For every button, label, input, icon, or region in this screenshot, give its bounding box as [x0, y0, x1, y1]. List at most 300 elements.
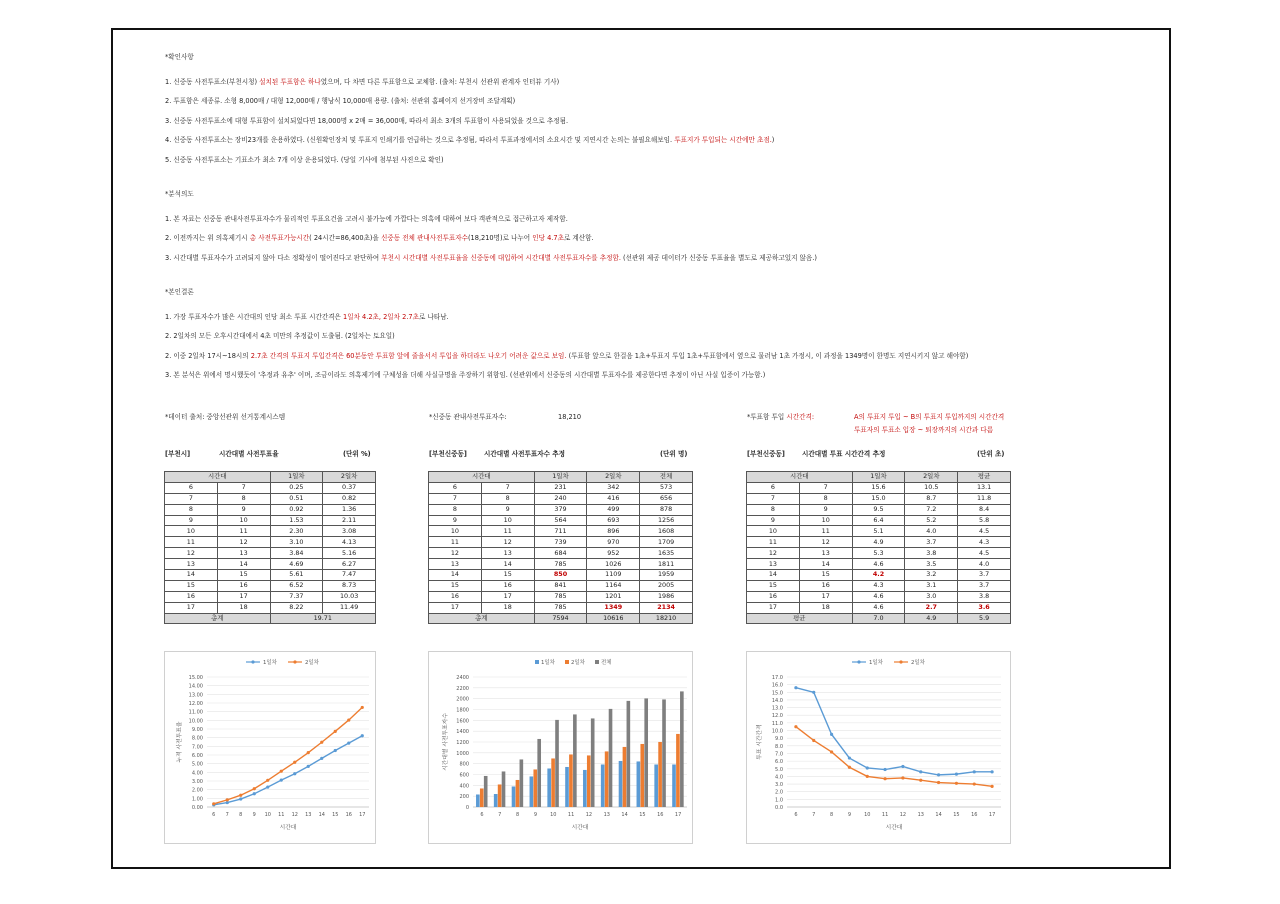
- table-cell: 3.7: [958, 570, 1011, 581]
- bar-1일차: [494, 794, 498, 807]
- y-axis-title: 시간대별 사전투표자수: [443, 713, 449, 771]
- x-tick-label: 10: [264, 812, 271, 818]
- x-tick-label: 15: [953, 812, 960, 818]
- x-tick-label: 16: [971, 812, 978, 818]
- table-row: [747, 504, 1011, 515]
- data-point-2일차: [955, 782, 958, 785]
- table-cell: 15: [217, 570, 270, 581]
- table-cell: 970: [587, 537, 640, 548]
- data-point-1일차: [239, 797, 242, 800]
- table-cell: 1164: [587, 580, 640, 591]
- table-cell: 12: [165, 548, 218, 559]
- data-point-2일차: [280, 770, 283, 773]
- table-cell: 8: [165, 504, 218, 515]
- bar-1일차: [512, 786, 516, 807]
- bar-전체: [537, 739, 541, 807]
- table-cell: 8: [799, 493, 852, 504]
- table-cell: 4.2: [852, 570, 905, 581]
- table-cell: 6.52: [270, 580, 323, 591]
- y-tick-label: 8.0: [775, 743, 783, 750]
- x-tick-label: 12: [899, 812, 907, 818]
- column-header: 전체: [640, 472, 693, 483]
- intent-item: [165, 254, 817, 262]
- table-cell: 10: [799, 515, 852, 526]
- table-cell: 13: [429, 559, 482, 570]
- table-row: [165, 580, 376, 591]
- table-cell: 9: [481, 504, 534, 515]
- column-header: 시간대: [429, 472, 535, 483]
- table-cell: 0.25: [270, 482, 323, 493]
- y-tick-label: 1.00: [191, 796, 203, 803]
- series-line-1일차: [796, 688, 992, 775]
- x-tick-label: 6: [212, 812, 216, 818]
- table-cell: 16: [799, 580, 852, 591]
- table-cell: 6.4: [852, 515, 905, 526]
- table-cell: 11.8: [958, 493, 1011, 504]
- table-cell: 3.1: [905, 580, 958, 591]
- table-cell: 8: [481, 493, 534, 504]
- legend-label: 전체: [601, 660, 612, 666]
- bar-1일차: [654, 764, 658, 807]
- bar-1일차: [583, 770, 587, 807]
- table3-title: 시간대별 투표 시간간격 추정: [802, 450, 886, 458]
- table-cell: 2.7: [905, 602, 958, 613]
- table-cell: 3.6: [958, 602, 1011, 613]
- turnout-rate-table: [164, 471, 376, 624]
- table-cell: 379: [534, 504, 587, 515]
- table-cell: 5.8: [958, 515, 1011, 526]
- data-point-1일차: [937, 773, 940, 776]
- y-tick-label: 200: [459, 794, 469, 801]
- total-value: 7.0: [852, 613, 905, 624]
- column-header: 2일차: [587, 472, 640, 483]
- legend-swatch: [595, 660, 599, 664]
- series-line-2일차: [796, 727, 992, 787]
- table-row: [747, 548, 1011, 559]
- table-cell: 0.82: [323, 493, 376, 504]
- table-cell: 11: [747, 537, 800, 548]
- table-cell: 1026: [587, 559, 640, 570]
- table-cell: 13: [747, 559, 800, 570]
- x-tick-label: 12: [291, 812, 298, 818]
- table-cell: 18: [217, 602, 270, 613]
- y-tick-label: 15.0: [771, 690, 783, 697]
- bar-전체: [520, 759, 524, 807]
- table-cell: 17: [799, 591, 852, 602]
- y-axis-title: 누적 사전투표율: [177, 721, 183, 763]
- table-cell: 12: [481, 537, 534, 548]
- y-tick-label: 2200: [456, 685, 469, 692]
- table-cell: 14: [429, 570, 482, 581]
- table-cell: 12: [217, 537, 270, 548]
- table-cell: 1349: [587, 602, 640, 613]
- table3-region: [부천신중동]: [747, 450, 785, 458]
- concl-item-text: (투표함 앞으로 한걸음 1초+투표지 투입 1초+투표함에서 옆으로 물러남 1초 가정시, 이 과정을 1349명이 한명도 지연시키지 않고 해야함): [566, 351, 969, 360]
- interval-definition-1: A의 투표지 투입 ~ B의 투표지 투입까지의 시간간격: [854, 413, 1005, 421]
- x-tick-label: 6: [480, 812, 484, 818]
- data-point-2일차: [226, 798, 229, 801]
- table-cell: 7: [429, 493, 482, 504]
- total-value: 18210: [640, 613, 693, 624]
- table-cell: 16: [429, 591, 482, 602]
- data-point-2일차: [812, 739, 815, 742]
- y-tick-label: 10.00: [188, 718, 203, 725]
- bar-전체: [591, 718, 595, 807]
- table-cell: 17: [747, 602, 800, 613]
- data-point-1일차: [266, 785, 269, 788]
- table1-unit: (단위 %): [343, 450, 371, 458]
- interval-definition-2: 투표자의 투표소 입장 ~ 퇴장까지의 시간과 다름: [854, 426, 994, 434]
- table-row: [429, 526, 693, 537]
- table-cell: 10: [747, 526, 800, 537]
- interval-label-text: *투표함 투입: [747, 413, 787, 421]
- series-line-2일차: [214, 707, 363, 803]
- intent-item-text: 총 사전투표가능시간: [249, 234, 310, 242]
- data-point-1일차: [253, 792, 256, 795]
- table-cell: 711: [534, 526, 587, 537]
- x-tick-label: 13: [305, 812, 312, 818]
- data-point-2일차: [866, 775, 869, 778]
- table-cell: 1986: [640, 591, 693, 602]
- column-header: 1일차: [852, 472, 905, 483]
- total-value: 7594: [534, 613, 587, 624]
- table-row: [747, 591, 1011, 602]
- table-row: [165, 602, 376, 613]
- table3-unit: (단위 초): [977, 450, 1005, 458]
- table-cell: 7.37: [270, 591, 323, 602]
- data-point-2일차: [320, 741, 323, 744]
- bar-1일차: [565, 767, 569, 807]
- x-tick-label: 9: [252, 812, 256, 818]
- y-tick-label: 2400: [456, 675, 469, 681]
- data-point-2일차: [334, 730, 337, 733]
- table-cell: 2134: [640, 602, 693, 613]
- table-row: [429, 504, 693, 515]
- legend-label: 1일차: [869, 660, 883, 666]
- total-value: 5.9: [958, 613, 1011, 624]
- sinjung-voters-value: 18,210: [558, 413, 582, 421]
- table-cell: 15: [747, 580, 800, 591]
- check-item-text: 2. 투표함은 세종류. 소형 8,000매 / 대형 12,000매 / 행낭식 10,000매 용량. (출처: 선관위 홈페이지 선거장비 조달계획): [165, 97, 516, 105]
- total-value: 4.9: [905, 613, 958, 624]
- y-tick-label: 0: [465, 805, 469, 811]
- turnout-rate-chart-svg: [165, 652, 377, 845]
- table-cell: 10: [217, 515, 270, 526]
- table-cell: 3.84: [270, 548, 323, 559]
- table-cell: 8: [747, 504, 800, 515]
- data-point-2일차: [266, 779, 269, 782]
- table-row: [429, 515, 693, 526]
- data-point-2일차: [253, 787, 256, 790]
- data-point-1일차: [794, 686, 797, 689]
- column-header: 시간대: [165, 472, 271, 483]
- x-tick-label: 14: [621, 812, 628, 818]
- table-cell: 0.37: [323, 482, 376, 493]
- intent-title: *분석의도: [165, 190, 194, 198]
- column-header: 2일차: [905, 472, 958, 483]
- bar-2일차: [587, 755, 591, 807]
- check-item-text: ): [771, 136, 775, 144]
- x-axis-title: 시간대: [279, 825, 297, 831]
- turnout-rate-chart: [164, 651, 376, 844]
- y-tick-label: 4.00: [191, 770, 203, 777]
- y-tick-label: 2.00: [191, 787, 203, 794]
- table-cell: 1.36: [323, 504, 376, 515]
- table-cell: 1201: [587, 591, 640, 602]
- table-cell: 10: [429, 526, 482, 537]
- y-tick-label: 4.0: [775, 774, 783, 781]
- concl-item: [165, 313, 449, 321]
- bar-전체: [484, 776, 488, 807]
- table-cell: 564: [534, 515, 587, 526]
- data-point-1일차: [361, 734, 364, 737]
- y-tick-label: 800: [459, 761, 469, 768]
- table-row: [165, 559, 376, 570]
- y-tick-label: 3.0: [775, 782, 783, 789]
- table-cell: 3.2: [905, 570, 958, 581]
- check-item: [165, 156, 444, 164]
- check-item-text: 4. 신중동 사전투표소는 장비23개를 운용하였다. (신원확인장치 및 투표지 인쇄기를 언급하는 것으로 추정됨, 따라서 투표과정에서의 소요시간 및 지연시간 논의는 불필요해보임.: [165, 136, 675, 144]
- table-cell: 850: [534, 570, 587, 581]
- data-point-2일차: [293, 761, 296, 764]
- table-cell: 240: [534, 493, 587, 504]
- table-cell: 5.61: [270, 570, 323, 581]
- bar-전체: [680, 691, 684, 807]
- table-cell: 785: [534, 602, 587, 613]
- table-cell: 16: [747, 591, 800, 602]
- concl-item: [165, 332, 395, 340]
- check-item-text: 3. 신중동 사전투표소에 대형 투표함이 설치되었다면 18,000명 x 2매 = 36,000매, 따라서 최소 3개의 투표함이 사용되었을 것으로 추정됨.: [165, 116, 569, 125]
- legend-label: 2일차: [571, 660, 585, 666]
- data-point-1일차: [866, 766, 869, 769]
- y-tick-label: 15.00: [188, 675, 203, 681]
- y-tick-label: 9.0: [775, 736, 783, 743]
- table-row: [429, 602, 693, 613]
- x-tick-label: 6: [794, 812, 798, 818]
- table-cell: 684: [534, 548, 587, 559]
- check-item: [165, 136, 774, 144]
- y-tick-label: 7.00: [191, 744, 203, 751]
- table-row: [165, 493, 376, 504]
- table-cell: 14: [165, 570, 218, 581]
- legend-swatch: [535, 660, 539, 664]
- table-cell: 3.7: [905, 537, 958, 548]
- table-cell: 1959: [640, 570, 693, 581]
- table-cell: 3.0: [905, 591, 958, 602]
- table-cell: 4.69: [270, 559, 323, 570]
- concl-title: *본인결론: [165, 288, 194, 296]
- table-cell: 15: [429, 580, 482, 591]
- table-cell: 14: [481, 559, 534, 570]
- y-tick-label: 3.00: [191, 779, 203, 785]
- check-item-text: 설치된 투표함은 하나: [259, 77, 321, 86]
- y-tick-label: 14.00: [188, 683, 203, 690]
- table1-region: [부천시]: [165, 450, 191, 458]
- voter-count-table: [428, 471, 693, 624]
- table-cell: 11: [217, 526, 270, 537]
- check-item-text: 투표지가 투입되는 시간에만 초점.: [674, 136, 772, 144]
- table-cell: 9: [799, 504, 852, 515]
- table-cell: 13: [217, 548, 270, 559]
- table-cell: 5.3: [852, 548, 905, 559]
- table-cell: 15: [481, 570, 534, 581]
- data-point-2일차: [307, 751, 310, 754]
- bar-1일차: [601, 764, 605, 807]
- intent-item: [165, 234, 594, 242]
- x-tick-label: 16: [657, 812, 664, 818]
- y-tick-label: 13.0: [771, 705, 783, 712]
- table-cell: 7: [165, 493, 218, 504]
- y-tick-label: 1200: [456, 740, 469, 746]
- data-point-1일차: [883, 768, 886, 771]
- table-cell: 7: [217, 482, 270, 493]
- bar-2일차: [498, 784, 502, 807]
- data-point-2일차: [973, 782, 976, 785]
- legend-marker: [899, 660, 902, 663]
- table-cell: 0.92: [270, 504, 323, 515]
- y-tick-label: 5.00: [191, 761, 203, 768]
- x-tick-label: 10: [550, 812, 557, 818]
- table-cell: 3.8: [958, 591, 1011, 602]
- data-point-1일차: [334, 749, 337, 752]
- bar-전체: [644, 698, 648, 807]
- check-title: *확인사항: [165, 53, 194, 61]
- data-point-2일차: [239, 794, 242, 797]
- x-tick-label: 15: [639, 812, 646, 818]
- concl-item-text: 2. 2일차의 모든 오후시간대에서 4초 미만의 추정값이 도출됨. (2일차는 토요일): [165, 332, 395, 340]
- table-cell: 785: [534, 559, 587, 570]
- table-row: [165, 591, 376, 602]
- data-point-1일차: [973, 770, 976, 773]
- bar-2일차: [658, 742, 662, 807]
- data-point-1일차: [901, 765, 904, 768]
- table-cell: 17: [217, 591, 270, 602]
- column-header: 평균: [958, 472, 1011, 483]
- table-cell: 8.73: [323, 580, 376, 591]
- table-cell: 3.8: [905, 548, 958, 559]
- x-tick-label: 17: [674, 812, 682, 818]
- x-tick-label: 14: [318, 812, 325, 818]
- table-cell: 4.6: [852, 559, 905, 570]
- table-row: [429, 493, 693, 504]
- table-cell: 11: [429, 537, 482, 548]
- table-cell: 17: [481, 591, 534, 602]
- y-tick-label: 11.0: [771, 720, 783, 727]
- table-cell: 5.16: [323, 548, 376, 559]
- column-header: 시간대: [747, 472, 853, 483]
- table-cell: 15.0: [852, 493, 905, 504]
- table-header-row: [747, 472, 1011, 483]
- y-tick-label: 0.00: [191, 805, 203, 811]
- bar-전체: [662, 699, 666, 807]
- check-item-text: 1. 신중동 사전투표소(부천시청): [165, 77, 260, 86]
- data-point-1일차: [848, 756, 851, 759]
- table-cell: 1709: [640, 537, 693, 548]
- bar-1일차: [547, 768, 551, 807]
- bar-2일차: [551, 758, 555, 807]
- table-cell: 693: [587, 515, 640, 526]
- intent-item-text: (선관위 제공 데이터가 신중동 투표율을 별도로 제공하고있지 않음.): [620, 253, 817, 262]
- table-cell: 14: [799, 559, 852, 570]
- x-tick-label: 17: [359, 812, 366, 818]
- y-tick-label: 9.00: [191, 727, 203, 733]
- table-cell: 2.30: [270, 526, 323, 537]
- bar-전체: [609, 709, 613, 807]
- table-cell: 6: [747, 482, 800, 493]
- table-cell: 14: [217, 559, 270, 570]
- column-header: 1일차: [270, 472, 323, 483]
- table-row: [429, 482, 693, 493]
- legend-label: 2일차: [911, 660, 925, 666]
- table-cell: 4.6: [852, 591, 905, 602]
- x-axis-title: 시간대: [885, 825, 903, 831]
- table-row: [429, 570, 693, 581]
- y-tick-label: 2.0: [775, 789, 783, 796]
- table-cell: 8.7: [905, 493, 958, 504]
- table-cell: 7: [747, 493, 800, 504]
- table-cell: 4.5: [958, 548, 1011, 559]
- table-cell: 342: [587, 482, 640, 493]
- table-cell: 12: [799, 537, 852, 548]
- data-point-2일차: [830, 750, 833, 753]
- table-cell: 0.51: [270, 493, 323, 504]
- table-row: [429, 559, 693, 570]
- table-cell: 573: [640, 482, 693, 493]
- table-row: [747, 482, 1011, 493]
- y-tick-label: 400: [459, 783, 469, 790]
- y-tick-label: 6.00: [191, 753, 203, 759]
- vote-interval-chart-svg: [747, 652, 1012, 845]
- data-point-2일차: [794, 725, 797, 728]
- table-cell: 4.0: [958, 559, 1011, 570]
- table-cell: 7.47: [323, 570, 376, 581]
- table-cell: 6.27: [323, 559, 376, 570]
- table-cell: 4.3: [852, 580, 905, 591]
- table-cell: 13: [799, 548, 852, 559]
- bar-2일차: [676, 734, 680, 807]
- y-tick-label: 14.0: [771, 697, 783, 704]
- y-tick-label: 1000: [456, 750, 469, 757]
- legend-marker: [251, 660, 254, 663]
- table-cell: 16: [481, 580, 534, 591]
- column-header: 1일차: [534, 472, 587, 483]
- y-tick-label: 11.00: [188, 709, 203, 716]
- table-cell: 5.2: [905, 515, 958, 526]
- table-cell: 11: [481, 526, 534, 537]
- bar-1일차: [530, 776, 534, 807]
- table-cell: 9: [217, 504, 270, 515]
- table-cell: 8: [217, 493, 270, 504]
- table-cell: 11.49: [323, 602, 376, 613]
- table-cell: 4.6: [852, 602, 905, 613]
- total-value: 19.71: [270, 613, 376, 624]
- x-tick-label: 8: [239, 812, 243, 818]
- table-cell: 841: [534, 580, 587, 591]
- x-tick-label: 10: [864, 812, 871, 818]
- bar-1일차: [637, 761, 641, 807]
- table-row: [429, 537, 693, 548]
- intent-item: [165, 215, 568, 223]
- table-cell: 4.5: [958, 526, 1011, 537]
- column-header: 2일차: [323, 472, 376, 483]
- table-cell: 9: [165, 515, 218, 526]
- x-tick-label: 14: [935, 812, 942, 818]
- table-cell: 656: [640, 493, 693, 504]
- data-point-1일차: [307, 765, 310, 768]
- x-tick-label: 12: [585, 812, 593, 818]
- bar-1일차: [476, 794, 480, 807]
- bar-전체: [627, 701, 631, 807]
